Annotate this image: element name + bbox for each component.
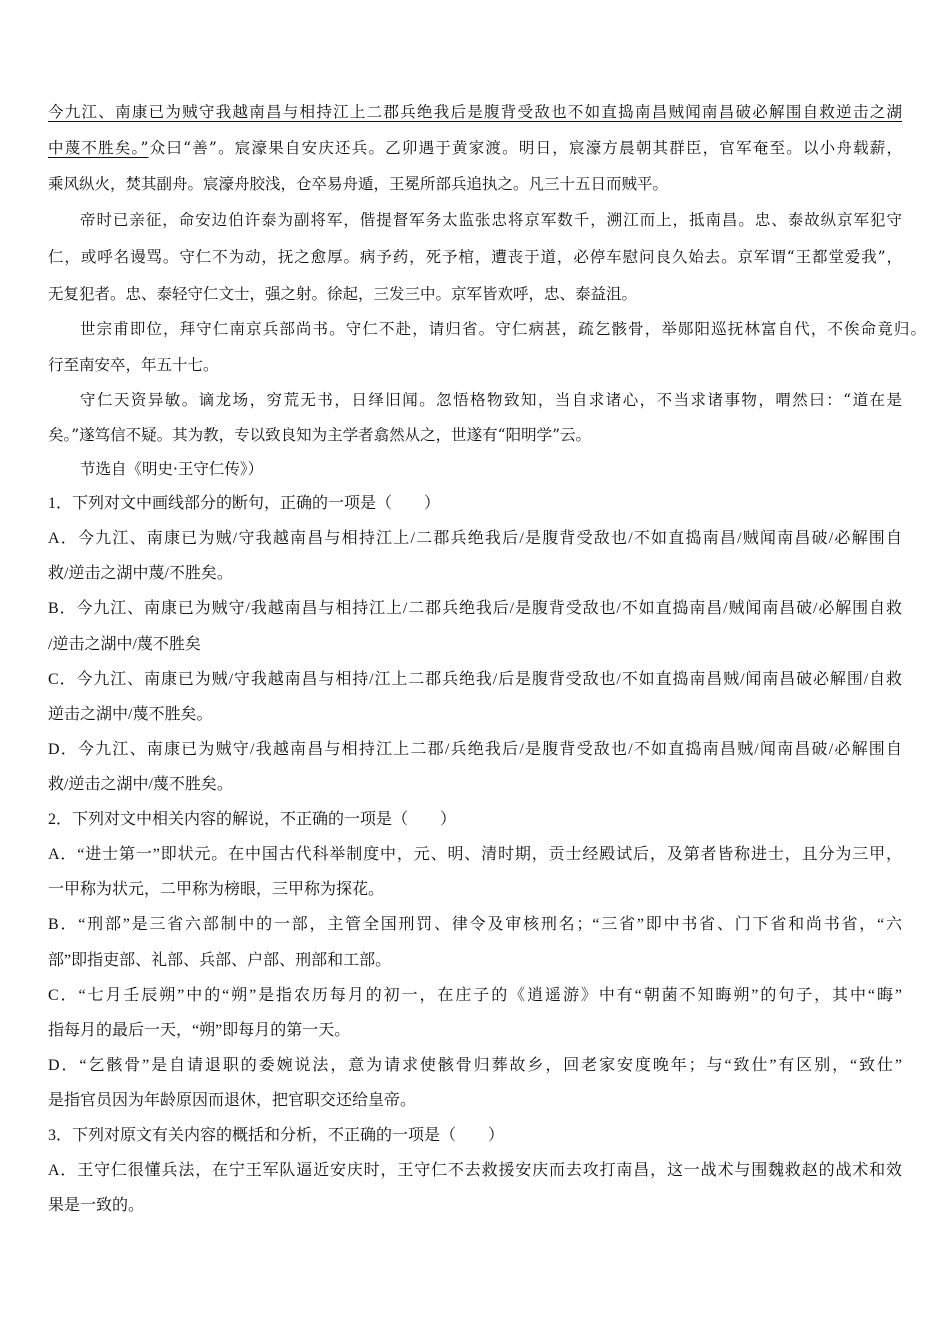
question-2-stem: 2．下列对文中相关内容的解说，不正确的一项是（ ） <box>48 811 457 828</box>
question-2-option-a-cont: 一甲称为状元，二甲称为榜眼，三甲称为探花。 <box>48 881 385 898</box>
passage-line-6 <box>48 277 902 311</box>
passage-line-8 <box>48 348 902 382</box>
question-1-option-b: B．今九江、南康已为贼守/我越南昌与相持江上/二郡兵绝我后/是腹背受敌也/不如直捣南昌/贼闻南昌破/必解围自救 <box>48 600 902 617</box>
question-1-option-c-cont: 逆击之湖中/蔑不胜矣。 <box>48 706 213 723</box>
passage-line-9 <box>80 383 902 417</box>
passage-line-7 <box>80 312 926 346</box>
question-2-option-d: D．“乞骸骨”是自请退职的委婉说法，意为请求使骸骨归葬故乡，回老家安度晚年；与“致仕”有区别，“致仕” <box>48 1057 902 1074</box>
question-2-option-a: A．“进士第一”即状元。在中国古代科举制度中，元、明、清时期，贡士经殿试后，及第者皆称进士，且分为三甲， <box>48 846 902 863</box>
passage-text: 守仁天资异敏。谪龙场，穷荒无书，日绎旧闻。忽悟格物致知，当自求诸心，不当求诸事物，喟然曰：“道在是 <box>80 391 902 409</box>
passage-line-3 <box>48 167 902 201</box>
question-2-option-b-cont: 部”即指吏部、礼部、兵部、户部、刑部和工部。 <box>48 952 392 969</box>
passage-text: 帝时已亲征，命安边伯许泰为副将军，偕提督军务太监张忠将京军数千，溯江而上，抵南昌。忠、泰故纵京军犯守 <box>80 211 902 229</box>
question-1-option-a: A．今九江、南康已为贼/守我越南昌与相持江上/二郡兵绝我后/是腹背受敌也/不如直捣南昌/贼闻南昌破/必解围自 <box>48 530 902 547</box>
question-1-stem: 1．下列对文中画线部分的断句，正确的一项是（ ） <box>48 495 441 512</box>
passage-line-2 <box>48 131 902 165</box>
passage-text: 众曰“善”。宸濠果自安庆还兵。乙卯遇于黄家渡。明日，宸濠方晨朝其群臣，官军奄至。以小舟载薪， <box>148 139 902 157</box>
source-citation: 节选自《明史·王守仁传》） <box>80 460 264 478</box>
question-1-option-d: D．今九江、南康已为贼守/我越南昌与相持江上二郡/兵绝我后/是腹背受敌也/不如直捣南昌贼/闻南昌破/必解围自 <box>48 741 902 758</box>
passage-text: 无复犯者。忠、泰轻守仁文士，强之射。徐起，三发三中。京军皆欢呼，忠、泰益沮。 <box>48 285 638 303</box>
question-3-stem: 3．下列对原文有关内容的概括和分析，不正确的一项是（ ） <box>48 1127 505 1144</box>
underlined-text: 今九江、南康已为贼守我越南昌与相持江上二郡兵绝我后是腹背受敌也不如直捣南昌贼闻南昌破必解围自救逆击之湖 <box>48 103 902 121</box>
passage-text: 世宗甫即位，拜守仁南京兵部尚书。守仁不赴，请归省。守仁病甚，疏乞骸骨，举郧阳巡抚林富自代，不俟命竟归。 <box>80 320 926 338</box>
question-3-option-a-cont: 果是一致的。 <box>48 1197 145 1214</box>
question-1-option-c: C．今九江、南康已为贼/守我越南昌与相持/江上二郡兵绝我/后是腹背受敌也/不如直捣南昌贼/闻南昌破必解围/自救 <box>48 671 902 688</box>
passage-text: 仁，或呼名谩骂。守仁不为动，抚之愈厚。病予药，死予棺，遭丧于道，必停车慰问良久始去。京军谓“王都堂爱我”， <box>48 248 902 266</box>
passage-line-5 <box>48 240 902 274</box>
question-2-option-d-cont: 是指官员因为年龄原因而退休，把官职交还给皇帝。 <box>48 1092 417 1109</box>
passage-text: 行至南安卒，年五十七。 <box>48 356 219 374</box>
passage-line-10 <box>48 418 902 452</box>
question-2-option-c-cont: 指每月的最后一天，“朔”即每月的第一天。 <box>48 1022 351 1039</box>
question-1-option-a-cont: 救/逆击之湖中蔑/不胜矣。 <box>48 565 233 582</box>
question-2-option-c: C．“七月壬辰朔”中的“朔”是指农历每月的初一，在庄子的《逍遥游》中有“朝菌不知晦朔”的句子，其中“晦” <box>48 987 902 1004</box>
passage-text: 矣。”遂笃信不疑。其为教，专以致良知为主学者翕然从之，世遂有“阳明学”云。 <box>48 426 592 444</box>
question-2-option-b: B．“刑部”是三省六部制中的一部，主管全国刑罚、律令及审核刑名；“三省”即中书省、门下省和尚书省，“六 <box>48 916 902 933</box>
question-1-option-d-cont: 救/逆击之湖中/蔑不胜矣。 <box>48 776 233 793</box>
passage-line-4 <box>80 203 902 237</box>
passage-line-1 <box>48 95 902 129</box>
passage-source <box>80 452 902 486</box>
question-1-option-b-cont: /逆击之湖中/蔑不胜矣 <box>48 636 201 653</box>
question-3-option-a: A．王守仁很懂兵法，在宁王军队逼近安庆时，王守仁不去救援安庆而去攻打南昌，这一战术与围魏救赵的战术和效 <box>48 1162 902 1179</box>
passage-text: 乘风纵火，焚其副舟。宸濠舟胶浅，仓卒易舟遁，王冕所部兵追执之。凡三十五日而贼平。 <box>48 175 669 193</box>
underlined-text: 中蔑不胜矣。” <box>48 139 149 157</box>
